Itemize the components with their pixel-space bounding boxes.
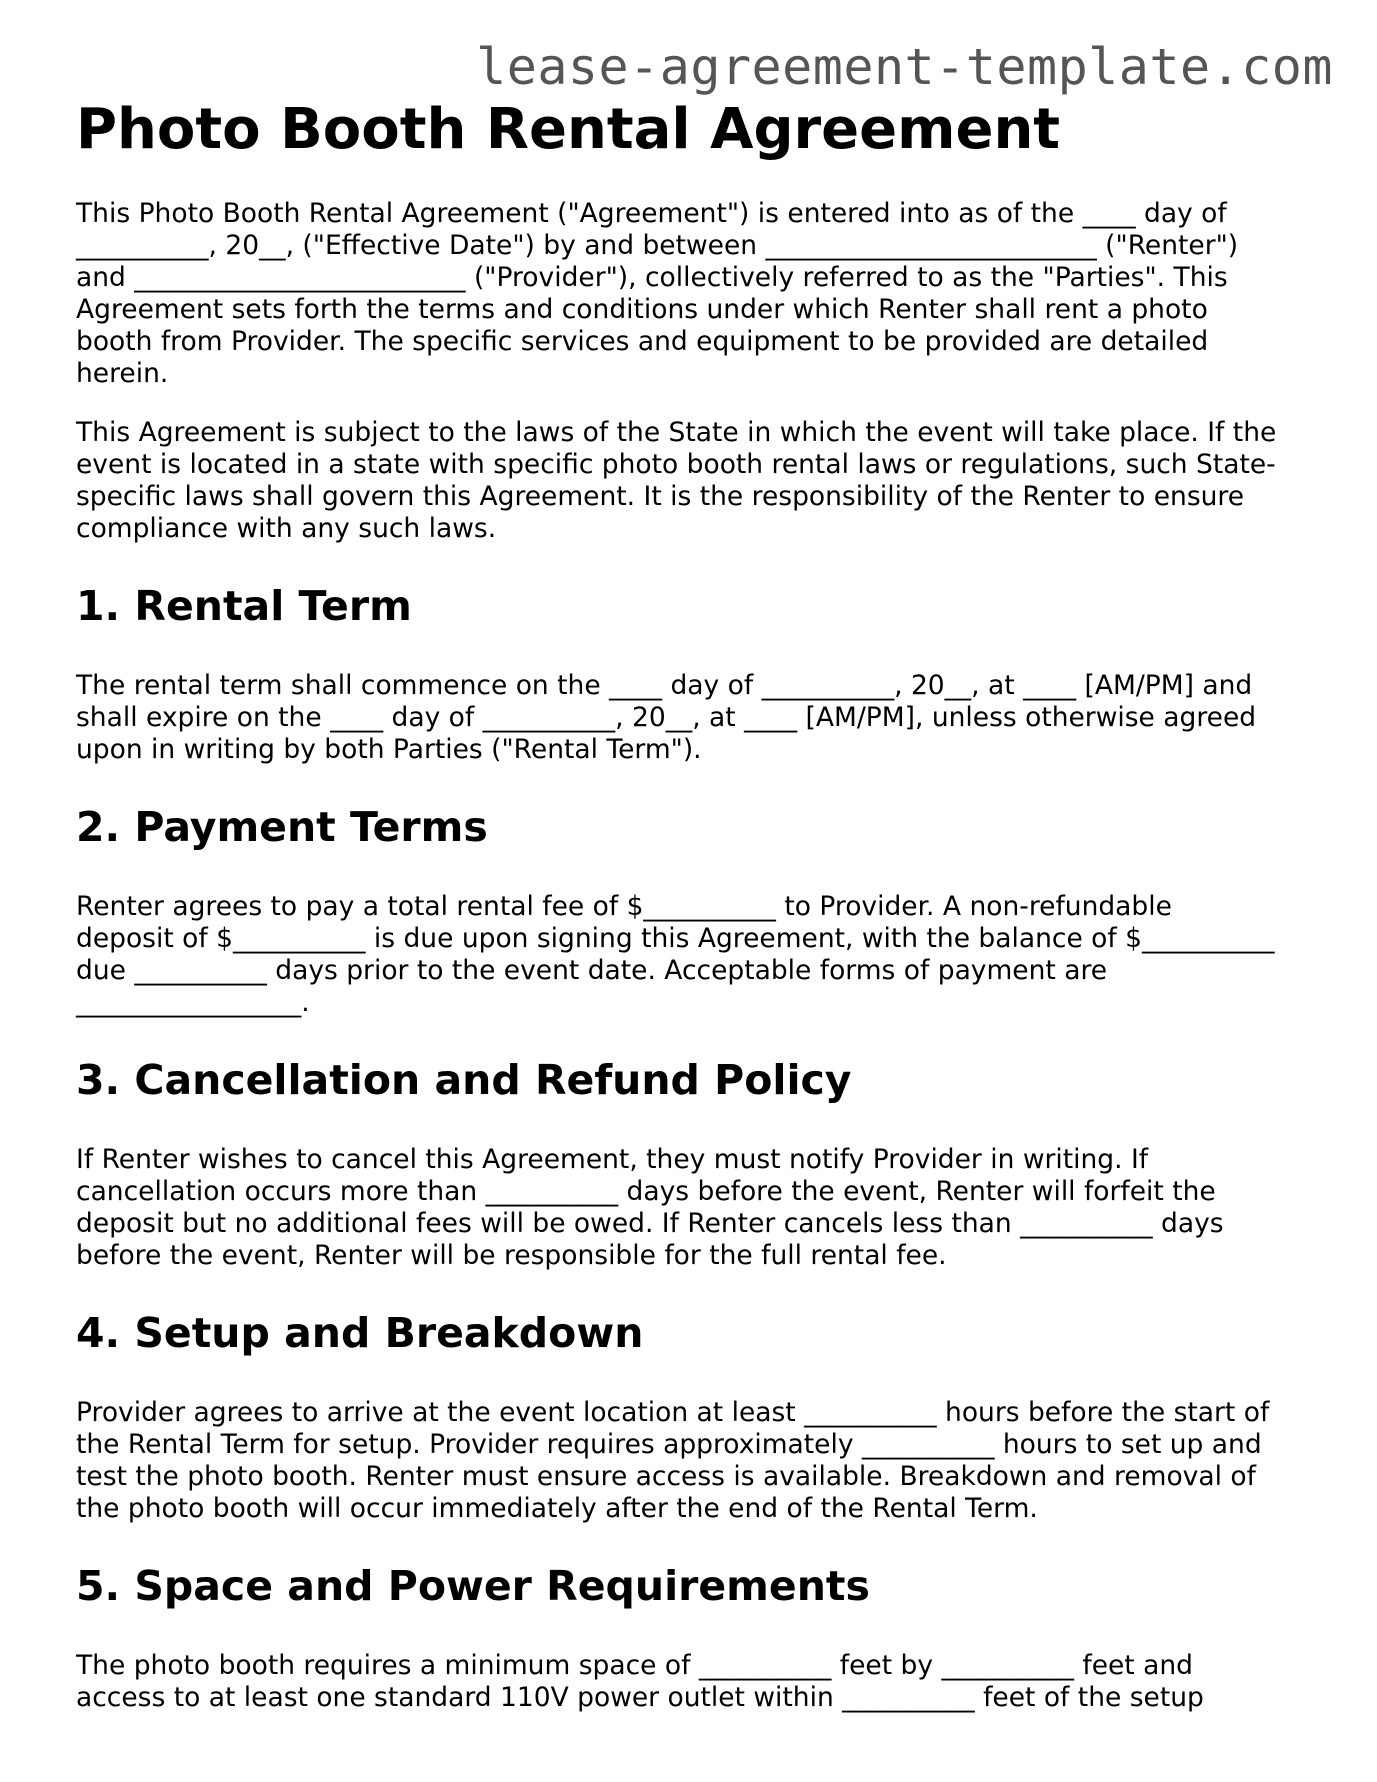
section-heading-cancellation-policy: 3. Cancellation and Refund Policy (76, 1056, 852, 1104)
site-watermark: lease-agreement-template.com (476, 38, 1333, 96)
section-heading-rental-term: 1. Rental Term (76, 582, 412, 630)
section-text-setup-breakdown: Provider agrees to arrive at the event location at least __________ hours before the start of the Rental Term for setup. Provider requires approximately __________ hours to set up and test the photo booth. Renter must ensure access is available. Breakdown and removal of the photo booth will occur immediately after the end of the Rental Term. (76, 1397, 1270, 1524)
section-heading-setup-breakdown: 4. Setup and Breakdown (76, 1309, 644, 1357)
section-text-rental-term: The rental term shall commence on the ____ day of __________, 20__, at ____ [AM/PM] and shall expire on the ____ day of __________, 20__, at ____ [AM/PM], unless otherwise agreed upon in writing by both Parties ("Rental Term"). (76, 670, 1257, 765)
document-body (76, 96, 1316, 1741)
intro-paragraph-1: This Photo Booth Rental Agreement ("Agreement") is entered into as of the ____ day of __________, 20__, ("Effective Date") by and between _________________________ ("Renter") and _________________________ ("Provider"), collectively referred to as the "Parties". This Agreement sets forth the terms and conditions under which Renter shall rent a photo booth from Provider. The specific services and equipment to be provided are detailed herein. (76, 198, 1239, 389)
section-text-payment-terms: Renter agrees to pay a total rental fee of $__________ to Provider. A non-refundable deposit of $__________ is due upon signing this Agreement, with the balance of $__________ due __________ days prior to the event date. Acceptable forms of payment are _________________. (76, 891, 1275, 1018)
section-heading-space-power: 5. Space and Power Requirements (76, 1562, 870, 1610)
section-text-space-power: The photo booth requires a minimum space of __________ feet by __________ feet and access to at least one standard 110V power outlet within __________ feet of the setup (76, 1650, 1204, 1713)
intro-paragraph-2: This Agreement is subject to the laws of the State in which the event will take place. If the event is located in a state with specific photo booth rental laws or regulations, such State- specific laws shall govern this Agreement. It is the responsibility of the Renter to ensure compliance with any such laws. (76, 417, 1277, 544)
document-title: Photo Booth Rental Agreement (76, 97, 1061, 162)
section-heading-payment-terms: 2. Payment Terms (76, 803, 488, 851)
section-text-cancellation-policy: If Renter wishes to cancel this Agreement, they must notify Provider in writing. If cancellation occurs more than __________ days before the event, Renter will forfeit the deposit but no additional fees will be owed. If Renter cancels less than __________ days before the event, Renter will be responsible for the full rental fee. (76, 1144, 1224, 1271)
